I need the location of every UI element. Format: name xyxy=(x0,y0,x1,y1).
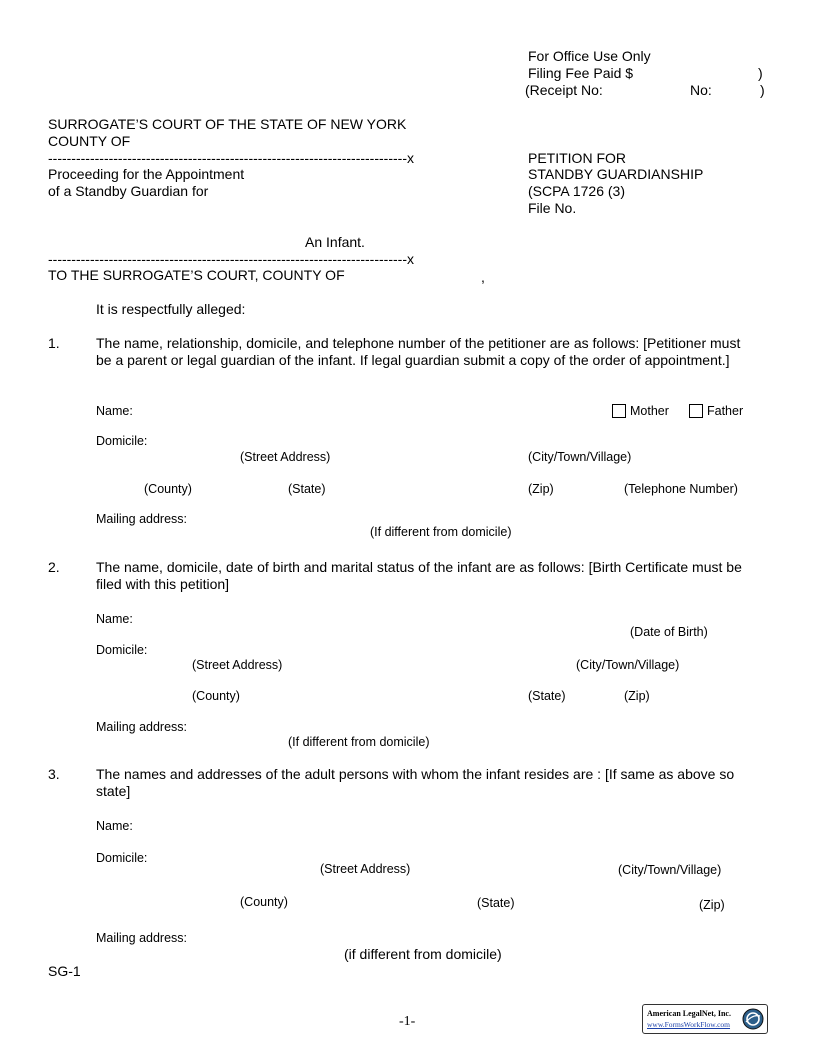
petition-statute: (SCPA 1726 (3) xyxy=(528,183,626,199)
caption-dash-line-top: -----------------------------------------------------------------------------x xyxy=(48,150,414,166)
s2-mailing-label: Mailing address: xyxy=(96,720,188,734)
page-number: -1- xyxy=(399,1014,416,1029)
proceeding-line-2: of a Standby Guardian for xyxy=(48,183,209,199)
receipt-paren: ) xyxy=(760,82,765,98)
section-1-text: The name, relationship, domicile, and telephone number of the petitioner are as follows: [Petitioner must be a parent or legal guardian of the infant. If legal guardian submit a copy of the order of appointment.] xyxy=(96,335,741,368)
globe-icon xyxy=(742,1008,764,1030)
s1-mailing-label: Mailing address: xyxy=(96,512,188,526)
s3-if-different-caption: (if different from domicile) xyxy=(344,946,502,962)
court-title: SURROGATE’S COURT OF THE STATE OF NEW YORK xyxy=(48,116,407,132)
s1-city-caption: (City/Town/Village) xyxy=(528,450,632,464)
s2-state-caption: (State) xyxy=(528,689,566,703)
logo-website-link[interactable]: www.FormsWorkFlow.com xyxy=(647,1020,731,1029)
to-court-line: TO THE SURROGATE’S COURT, COUNTY OF xyxy=(48,267,345,283)
s3-name-label: Name: xyxy=(96,819,133,833)
filing-fee-paren: ) xyxy=(758,65,763,81)
s1-county-caption: (County) xyxy=(144,482,192,496)
s3-county-caption: (County) xyxy=(240,895,288,909)
s3-mailing-label: Mailing address: xyxy=(96,931,188,945)
to-court-comma: , xyxy=(481,269,485,285)
section-2-text: The name, domicile, date of birth and marital status of the infant are as follows: [Birth Certificate must be filed with this petition] xyxy=(96,559,742,592)
father-checkbox[interactable] xyxy=(689,404,703,418)
mother-label: Mother xyxy=(630,404,669,418)
s1-phone-caption: (Telephone Number) xyxy=(624,482,738,496)
section-3-number: 3. xyxy=(48,766,60,782)
petition-title-2: STANDBY GUARDIANSHIP xyxy=(528,166,704,182)
office-use-label: For Office Use Only xyxy=(528,48,651,64)
petition-title-1: PETITION FOR xyxy=(528,150,626,166)
s3-state-caption: (State) xyxy=(477,896,515,910)
s3-domicile-label: Domicile: xyxy=(96,851,148,865)
form-id: SG-1 xyxy=(48,963,81,979)
file-no-label: File No. xyxy=(528,200,577,216)
receipt-no-label: No: xyxy=(690,82,712,98)
s3-city-caption: (City/Town/Village) xyxy=(618,863,722,877)
father-checkbox-group[interactable] xyxy=(689,403,743,420)
section-1-number: 1. xyxy=(48,335,60,351)
s2-if-different-caption: (If different from domicile) xyxy=(288,735,430,749)
s2-name-label: Name: xyxy=(96,612,133,626)
s1-name-label: Name: xyxy=(96,404,133,418)
s2-zip-caption: (Zip) xyxy=(624,689,650,703)
section-3-text: The names and addresses of the adult persons with whom the infant resides are : [If same as above so state] xyxy=(96,766,735,799)
receipt-label: (Receipt No: xyxy=(525,82,603,98)
father-label: Father xyxy=(707,404,744,418)
s1-zip-caption: (Zip) xyxy=(528,482,554,496)
logo-company-name: American LegalNet, Inc. xyxy=(647,1009,731,1018)
s2-street-caption: (Street Address) xyxy=(192,658,283,672)
caption-dash-line-bottom: -----------------------------------------------------------------------------x xyxy=(48,251,414,267)
s1-if-different-caption: (If different from domicile) xyxy=(370,525,512,539)
s1-street-caption: (Street Address) xyxy=(240,450,331,464)
publisher-logo[interactable] xyxy=(642,1004,768,1034)
s1-state-caption: (State) xyxy=(288,482,326,496)
filing-fee-label: Filing Fee Paid $ xyxy=(528,65,634,81)
s2-domicile-label: Domicile: xyxy=(96,643,148,657)
infant-label: An Infant. xyxy=(305,234,365,250)
s3-street-caption: (Street Address) xyxy=(320,862,411,876)
proceeding-line-1: Proceeding for the Appointment xyxy=(48,166,245,182)
mother-checkbox[interactable] xyxy=(612,404,626,418)
s1-domicile-label: Domicile: xyxy=(96,434,148,448)
section-2-number: 2. xyxy=(48,559,60,575)
s2-dob-caption: (Date of Birth) xyxy=(630,625,708,639)
s2-city-caption: (City/Town/Village) xyxy=(576,658,680,672)
intro-text: It is respectfully alleged: xyxy=(96,301,246,317)
s3-zip-caption: (Zip) xyxy=(699,898,725,912)
mother-checkbox-group[interactable] xyxy=(612,403,669,420)
county-label: COUNTY OF xyxy=(48,133,131,149)
s2-county-caption: (County) xyxy=(192,689,240,703)
